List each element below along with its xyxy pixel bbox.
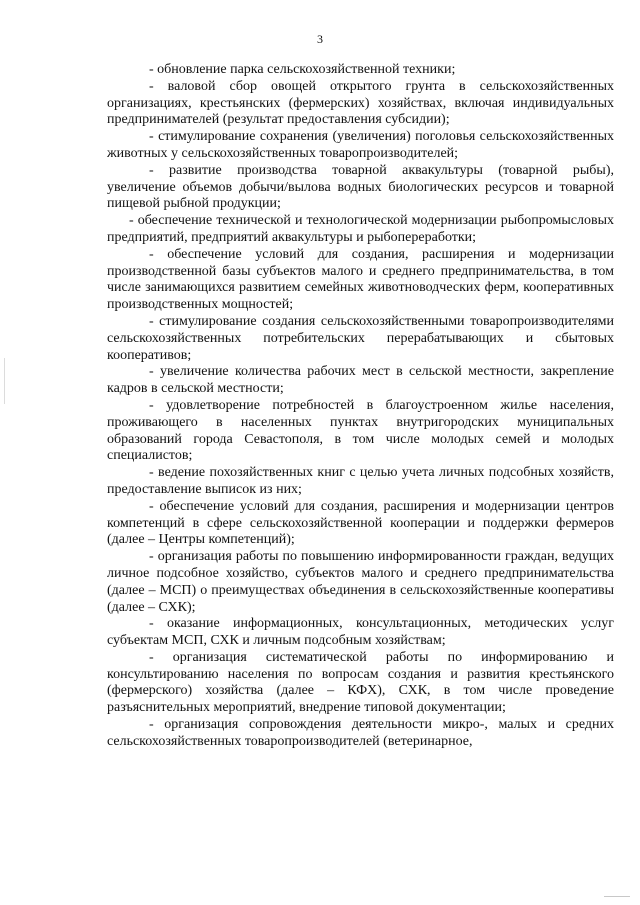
list-item: - обеспечение технической и технологической модернизации рыбопромысловых предприятий, предприятий аквакультуры и рыбопереработки; — [107, 213, 614, 245]
list-item: - ведение похозяйственных книг с целью учета личных подсобных хозяйств, предоставление выписок из них; — [107, 465, 614, 497]
list-item: - удовлетворение потребностей в благоустроенном жилье населения, проживающего в населенных пунктах внутригородских муниципальных образований города Севастополя, в том числе молодых семей и молодых специалистов; — [107, 397, 614, 464]
list-item: - обеспечение условий для создания, расширения и модернизации центров компетенций в сфере сельскохозяйственной кооперации и поддержки фермеров (далее – Центры компетенций); — [107, 498, 614, 548]
scan-corner-mark — [604, 896, 630, 897]
scan-margin-mark — [4, 358, 5, 404]
document-body — [107, 62, 614, 751]
list-item: - организация сопровождения деятельности микро-, малых и средних сельскохозяйственных товаропроизводителей (ветеринарное, — [107, 717, 614, 749]
list-item: - развитие производства товарной аквакультуры (товарной рыбы), увеличение объемов добычи/вылова водных биологических ресурсов и товарной пищевой рыбной продукции; — [107, 162, 614, 212]
list-item: - обеспечение условий для создания, расширения и модернизации производственной базы субъектов малого и среднего предпринимательства, в том числе занимающихся развитием семейных животноводческих ферм, кооперативных производственных мощностей; — [107, 246, 614, 313]
list-item: - увеличение количества рабочих мест в сельской местности, закрепление кадров в сельской местности; — [107, 364, 614, 397]
list-item: - организация систематической работы по информированию и консультированию населения по вопросам создания и развития крестьянского (фермерского) хозяйства (далее – КФХ), СХК, в том числе проведение разъяснительных мероприятий, внедрение типовой документации; — [107, 649, 614, 716]
list-item: - оказание информационных, консультационных, методических услуг субъектам МСП, СХК и личным подсобным хозяйствам; — [107, 616, 614, 649]
list-item: - организация работы по повышению информированности граждан, ведущих личное подсобное хозяйство, субъектов малого и среднего предпринимательства (далее – МСП) о преимуществах объединения в сельскохозяйственные кооперативы (далее – СХК); — [107, 549, 614, 615]
list-item: - валовой сбор овощей открытого грунта в сельскохозяйственных организациях, крестьянских (фермерских) хозяйствах, включая индивидуальных предпринимателей (результат предоставления субсидии); — [107, 78, 614, 128]
list-item: - обновление парка сельскохозяйственной техники; — [149, 62, 456, 77]
list-item: - стимулирование сохранения (увеличения) поголовья сельскохозяйственных животных у сельскохозяйственных товаропроизводителей; — [107, 129, 614, 161]
list-item: - стимулирование создания сельскохозяйственными товаропроизводителями сельскохозяйственных потребительских перерабатывающих и сбытовых кооперативов; — [107, 313, 614, 363]
page-number: 3 — [317, 32, 323, 46]
